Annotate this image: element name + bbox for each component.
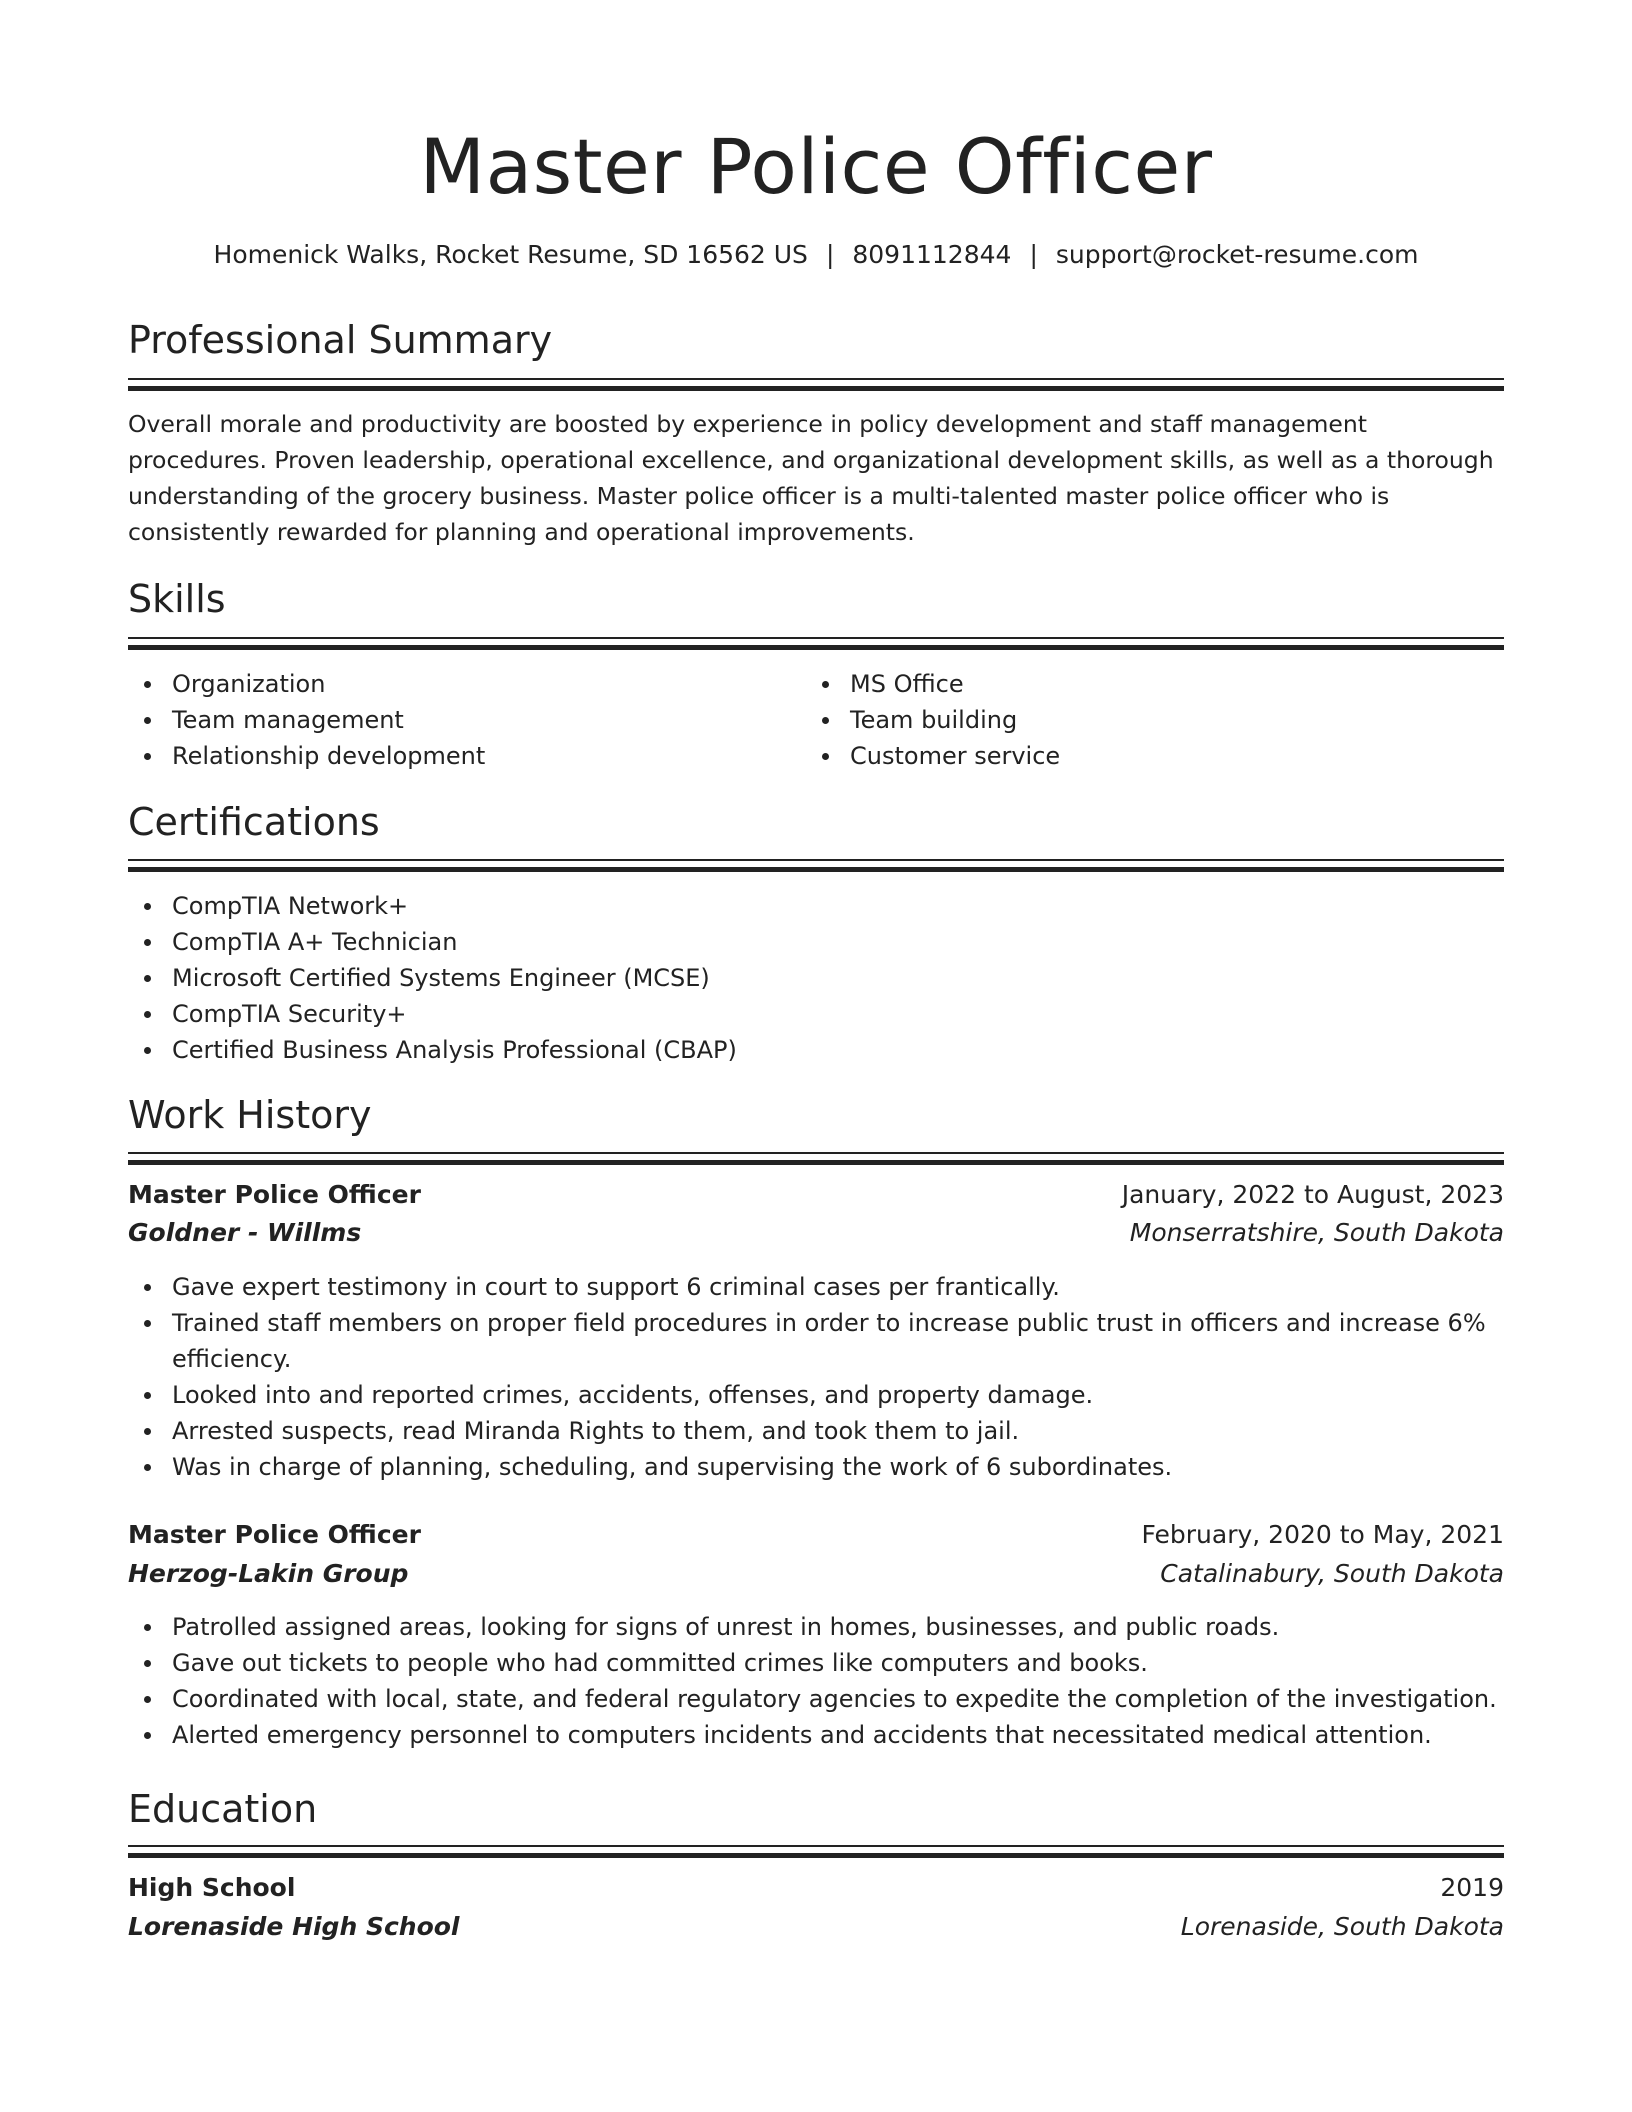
section-divider [128,378,1504,390]
skills-list-right [806,666,1486,774]
resume-title: Master Police Officer [419,122,1213,211]
job-bullet: Coordinated with local, state, and federal regulatory agencies to expedite the completion of the investigation. [128,1681,1504,1717]
job-bullet: Patrolled assigned areas, looking for signs of unrest in homes, businesses, and public roads. [128,1609,1504,1645]
education-school: Lorenaside High School [128,1912,460,1941]
job-bullet: Gave out tickets to people who had committed crimes like computers and books. [128,1645,1504,1681]
skill-item: Relationship development [128,738,788,774]
skill-item: Team management [128,702,788,738]
section-divider [128,1152,1504,1164]
job-bullet: Alerted emergency personnel to computers incidents and accidents that necessitated medical attention. [128,1717,1504,1753]
job-location: Catalinabury, South Dakota [1160,1559,1504,1588]
skill-item: Team building [806,702,1486,738]
education-location: Lorenaside, South Dakota [1180,1912,1504,1941]
job-bullet: Looked into and reported crimes, accidents, offenses, and property damage. [128,1377,1504,1413]
certification-item: CompTIA A+ Technician [128,924,1504,960]
section-divider [128,859,1504,871]
contact-line [128,240,1504,269]
job-dates: February, 2020 to May, 2021 [1141,1520,1504,1549]
skills-list-left [128,666,788,774]
education-degree: High School [128,1873,296,1902]
job-company: Herzog-Lakin Group [128,1559,409,1588]
section-divider [128,637,1504,649]
section-heading-skills: Skills [128,577,226,621]
skill-item: MS Office [806,666,1486,702]
certification-item: CompTIA Network+ [128,888,1504,924]
section-divider [128,1845,1504,1857]
section-heading-work-history: Work History [128,1093,372,1137]
summary-text: Overall morale and productivity are boosted by experience in policy development and staff management procedures. Proven leadership, operational excellence, and organizational development skills, as well as a thorough understanding of the grocery business. Master police officer is a multi-talented master police officer who is consistently rewarded for planning and operational improvements. [128,410,1494,546]
skill-item: Customer service [806,738,1486,774]
certification-item: CompTIA Security+ [128,996,1504,1032]
job-company: Goldner - Willms [128,1218,362,1247]
job-bullet: Gave expert testimony in court to support 6 criminal cases per frantically. [128,1269,1504,1305]
job-bullets [128,1269,1504,1485]
section-heading-education: Education [128,1787,318,1831]
section-heading-certifications: Certifications [128,800,380,844]
certification-item: Certified Business Analysis Professional (CBAP) [128,1032,1504,1068]
education-year: 2019 [1440,1873,1504,1902]
section-heading-summary: Professional Summary [128,318,553,362]
contact-phone: 8091112844 [852,240,1012,269]
job-dates: January, 2022 to August, 2023 [1121,1180,1504,1209]
job-title: Master Police Officer [128,1520,421,1549]
job-bullet: Was in charge of planning, scheduling, and supervising the work of 6 subordinates. [128,1449,1504,1485]
skill-item: Organization [128,666,788,702]
job-title: Master Police Officer [128,1180,421,1209]
job-bullet: Arrested suspects, read Miranda Rights to them, and took them to jail. [128,1413,1504,1449]
contact-separator: | [825,240,835,269]
contact-separator: | [1029,240,1038,269]
job-bullet: Trained staff members on proper field procedures in order to increase public trust in officers and increase 6% efficiency. [128,1305,1504,1377]
job-location: Monserratshire, South Dakota [1129,1218,1504,1247]
job-bullets [128,1609,1504,1753]
certifications-list [128,888,1504,1068]
contact-address: Homenick Walks, Rocket Resume, SD 16562 US [213,240,808,269]
certification-item: Microsoft Certified Systems Engineer (MCSE) [128,960,1504,996]
contact-email: support@rocket-resume.com [1055,240,1419,269]
